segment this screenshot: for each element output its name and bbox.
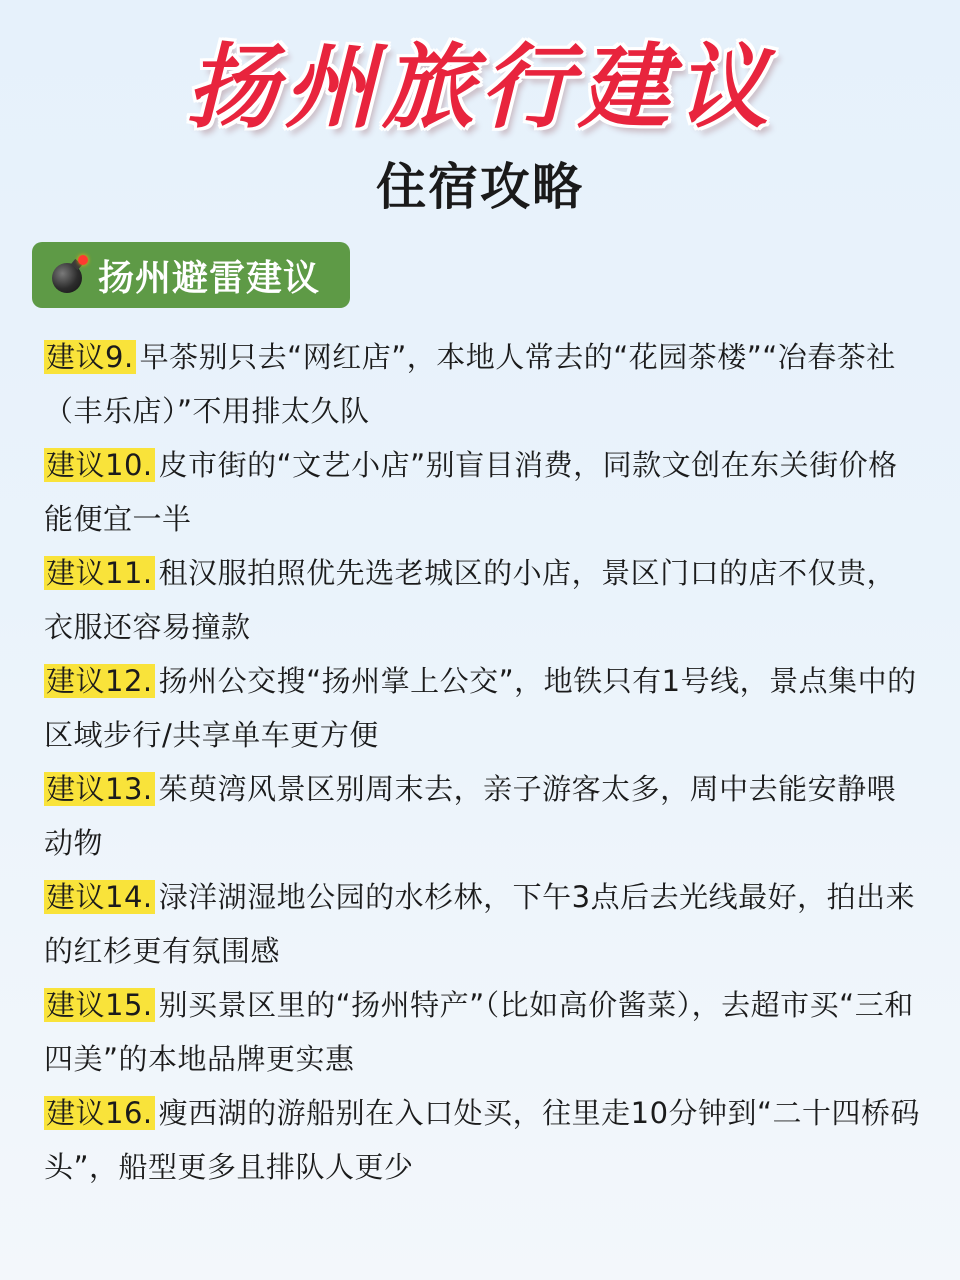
tip-text: 茱萸湾风景区别周末去，亲子游客太多，周中去能安静喂动物 — [44, 772, 897, 860]
tip-item — [44, 330, 924, 438]
tips-list — [44, 330, 924, 1194]
tip-label: 建议14. — [46, 880, 153, 914]
tip-label: 建议13. — [46, 772, 153, 806]
tip-item — [44, 762, 924, 870]
tip-label: 建议11. — [46, 556, 153, 590]
tip-text: 渌洋湖湿地公园的水杉林，下午3点后去光线最好，拍出来的红杉更有氛围感 — [44, 880, 916, 968]
bomb-icon — [50, 255, 90, 295]
tip-text: 瘦西湖的游船别在入口处买，往里走10分钟到“二十四桥码头”，船型更多且排队人更少 — [44, 1096, 921, 1184]
tip-item — [44, 546, 924, 654]
tip-text: 租汉服拍照优先选老城区的小店，景区门口的店不仅贵，衣服还容易撞款 — [44, 556, 897, 644]
tip-item — [44, 654, 924, 762]
section-label: 扬州避雷建议 — [98, 257, 321, 299]
tip-text: 别买景区里的“扬州特产”（比如高价酱菜），去超市买“三和四美”的本地品牌更实惠 — [44, 988, 914, 1076]
tip-label: 建议12. — [46, 664, 153, 698]
tip-item — [44, 438, 924, 546]
tip-label: 建议10. — [46, 448, 153, 482]
tip-label: 建议15. — [46, 988, 153, 1022]
tip-item — [44, 870, 924, 978]
tip-label: 建议16. — [46, 1096, 153, 1130]
tip-item — [44, 978, 924, 1086]
tip-item — [44, 1086, 924, 1194]
tip-text: 皮市街的“文艺小店”别盲目消费，同款文创在东关街价格能便宜一半 — [44, 448, 898, 536]
tip-text: 扬州公交搜“扬州掌上公交”，地铁只有1号线，景点集中的区域步行/共享单车更方便 — [44, 664, 917, 752]
tip-label: 建议9. — [46, 340, 134, 374]
page-title: 扬州旅行建议 — [185, 34, 774, 141]
tip-text: 早茶别只去“网红店”，本地人常去的“花园茶楼”“冶春茶社（丰乐店）”不用排太久队 — [44, 340, 896, 428]
section-badge — [32, 242, 350, 308]
page-subtitle: 住宿攻略 — [376, 158, 584, 216]
